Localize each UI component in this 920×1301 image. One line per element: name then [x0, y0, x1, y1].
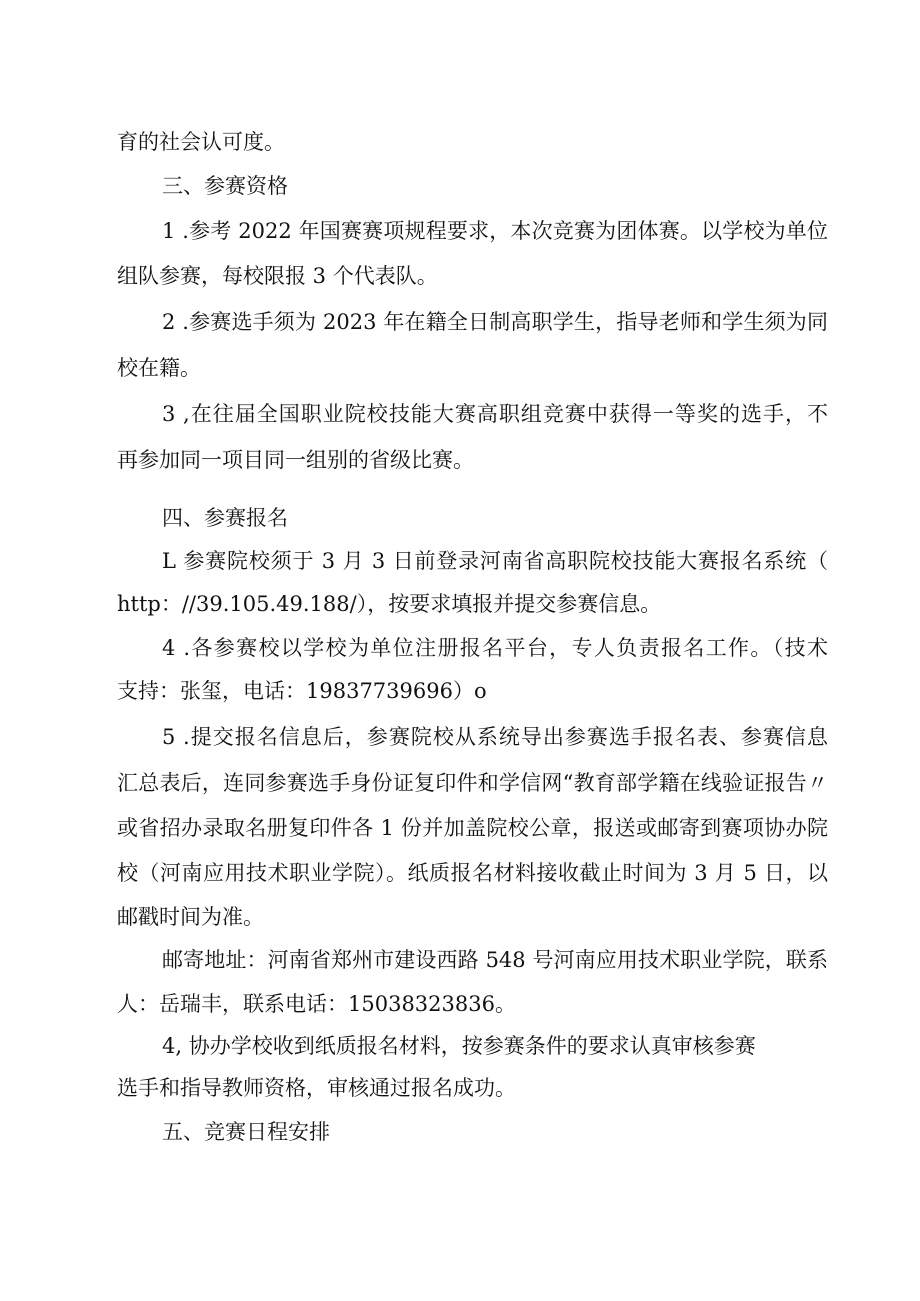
paragraph-line: 人：岳瑞丰，联系电话：15038323836。	[117, 992, 516, 1016]
paragraph-line: http：//39.105.49.188/），按要求填报并提交参赛信息。	[117, 592, 662, 616]
paragraph-line: 选手和指导教师资格，审核通过报名成功。	[117, 1076, 516, 1100]
paragraph-line: 邮戳时间为准。	[117, 905, 264, 929]
section-heading-schedule: 五、竞赛日程安排	[162, 1120, 330, 1144]
paragraph-line: 4 .各参赛校以学校为单位注册报名平台，专人负责报名工作。（技术	[162, 636, 828, 660]
paragraph-line: 育的社会认可度。	[117, 130, 285, 154]
paragraph-line: 3 ,在往届全国职业院校技能大赛高职组竞赛中获得一等奖的选手，不	[162, 402, 828, 426]
paragraph-line: 5 .提交报名信息后，参赛院校从系统导出参赛选手报名表、参赛信息	[162, 725, 828, 749]
paragraph-line: 汇总表后，连同参赛选手身份证复印件和学信网“教育部学籍在线验证报告〃	[117, 771, 828, 795]
paragraph-line: 邮寄地址：河南省郑州市建设西路 548 号河南应用技术职业学院，联系	[162, 948, 828, 972]
paragraph-line: 校在籍。	[117, 356, 201, 380]
paragraph-line: 再参加同一项目同一组别的省级比赛。	[117, 448, 474, 472]
paragraph-line: 支持：张玺，电话：19837739696）o	[117, 679, 487, 703]
paragraph-line: 1 .参考 2022 年国赛赛项规程要求，本次竞赛为团体赛。以学校为单位	[162, 219, 828, 243]
paragraph-line: 4, 协办学校收到纸质报名材料，按参赛条件的要求认真审核参赛	[162, 1034, 756, 1058]
paragraph-line: 组队参赛，每校限报 3 个代表队。	[117, 264, 438, 288]
section-heading-eligibility: 三、参赛资格	[162, 174, 288, 198]
paragraph-line: 2 .参赛选手须为 2023 年在籍全日制高职学生，指导老师和学生须为同	[162, 310, 828, 334]
paragraph-line: 校（河南应用技术职业学院）。纸质报名材料接收截止时间为 3 月 5 日，以	[117, 861, 828, 885]
paragraph-line: L 参赛院校须于 3 月 3 日前登录河南省高职院校技能大赛报名系统（	[162, 549, 828, 573]
paragraph-line: 或省招办录取名册复印件各 1 份并加盖院校公章，报送或邮寄到赛项协办院	[117, 816, 828, 840]
section-heading-registration: 四、参赛报名	[162, 506, 288, 530]
